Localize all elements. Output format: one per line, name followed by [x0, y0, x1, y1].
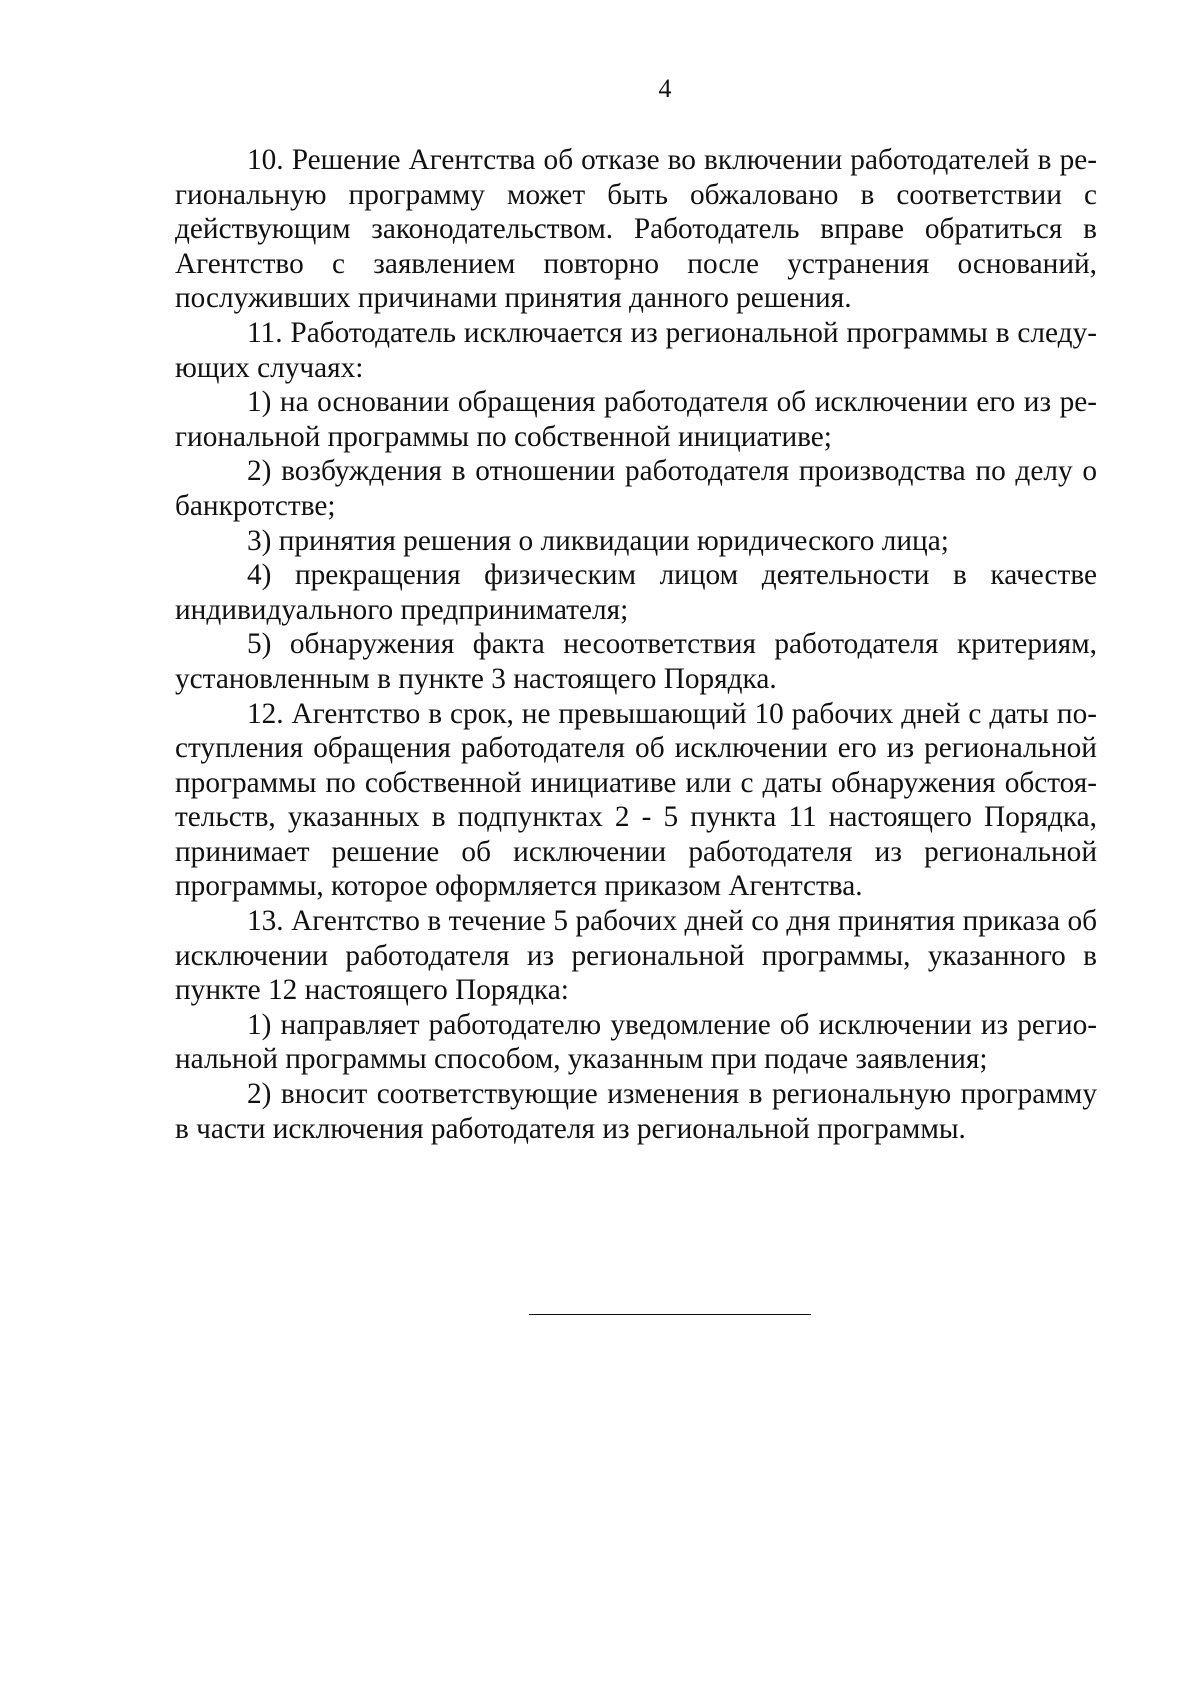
paragraph-11-item-4: 4) прекращения физическим лицом деятельности в качестве индивидуального предпринимателя; [175, 559, 1097, 626]
document-body [175, 143, 1097, 1146]
paragraph-13-item-1: 1) направляет работодателю уведомление об исключении из региональной программы способом, указанным при подаче заявления; [175, 1008, 1097, 1076]
paragraph-10: 10. Решение Агентства об отказе во включении работодателей в региональную программу может быть обжаловано в соответствии с действующим законодательством. Работодатель вправе обратиться в Агентство с заявлением повторно после устранения оснований, послуживших причинами принятия данного решения. [175, 144, 1097, 315]
end-of-document-line [529, 1314, 811, 1315]
page-number: 4 [658, 74, 672, 103]
paragraph-11-item-5: 5) обнаружения факта несоответствия работодателя критериям, установленным в пункте 3 настоящего Порядка. [175, 628, 1097, 695]
paragraph-11: 11. Работодатель исключается из региональной программы в следующих случаях: [175, 316, 1097, 384]
paragraph-12: 12. Агентство в срок, не превышающий 10 рабочих дней с даты поступления обращения работодателя об исключении его из региональной программы по собственной инициативе или с даты обнаружения обстоятельств, указанных в подпунктах 2 - 5 пункта 11 настоящего Порядка, принимает решение об исключении работодателя из региональной программы, которое оформляется приказом Агентства. [175, 697, 1097, 903]
paragraph-11-item-1: 1) на основании обращения работодателя об исключении его из региональной программы по собственной инициативе; [175, 386, 1097, 453]
paragraph-11-item-2: 2) возбуждения в отношении работодателя производства по делу о банкротстве; [175, 455, 1097, 522]
paragraph-13-item-2: 2) вносит соответствующие изменения в региональную программу в части исключения работодателя из региональной программы. [175, 1078, 1097, 1145]
paragraph-11-item-3: 3) принятия решения о ликвидации юридического лица; [247, 524, 949, 557]
paragraph-13: 13. Агентство в течение 5 рабочих дней со дня принятия приказа об исключении работодателя из региональной программы, указанного в пункте 12 настоящего Порядка: [175, 905, 1097, 1007]
